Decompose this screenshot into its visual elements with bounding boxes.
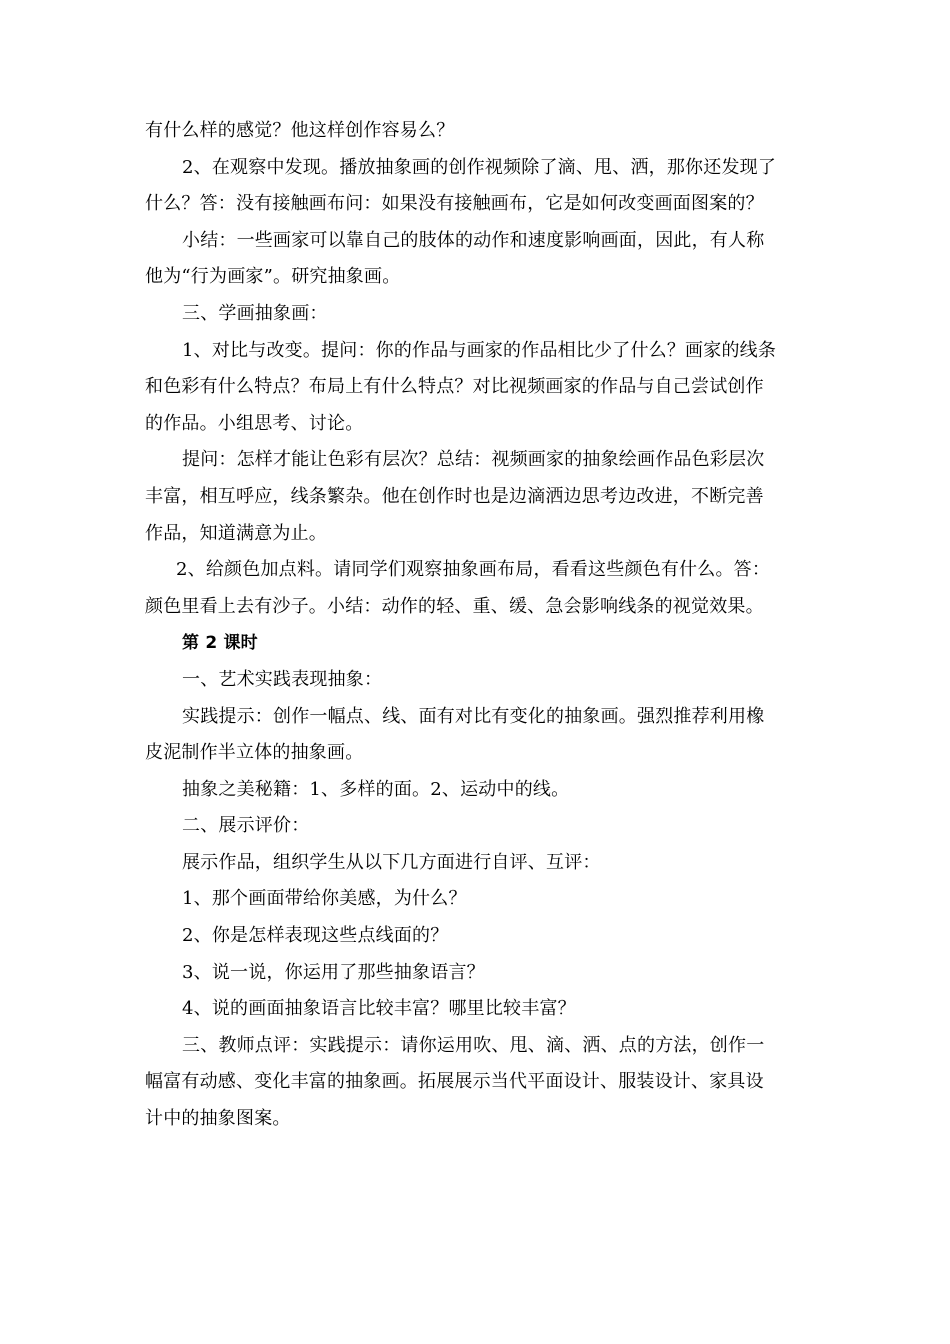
text-line: 1、对比与改变。提问：你的作品与画家的作品相比少了什么？画家的线条 — [182, 339, 777, 361]
list-item: 1、那个画面带给你美感，为什么？ — [182, 888, 467, 910]
text-line: 2、在观察中发现。播放抽象画的创作视频除了滴、甩、洒，那你还发现了 — [182, 156, 777, 178]
text-line: 2、给颜色加点料。请同学们观察抽象画布局，看看这些颜色有什么。答： — [176, 559, 771, 581]
document-body — [145, 113, 805, 1138]
section-heading: 一、艺术实践表现抽象： — [182, 668, 383, 690]
text-line: 他为“行为画家”。研究抽象画。 — [145, 266, 401, 288]
text-line: 丰富，相互呼应，线条繁杂。他在创作时也是边滴洒边思考边改进，不断完善 — [145, 485, 764, 507]
list-item: 4、说的画面抽象语言比较丰富？哪里比较丰富？ — [182, 998, 576, 1020]
text-line: 小结：一些画家可以靠自己的肢体的动作和速度影响画面，因此，有人称 — [182, 229, 765, 251]
text-line: 的作品。小组思考、讨论。 — [145, 412, 364, 434]
list-item: 2、你是怎样表现这些点线面的？ — [182, 925, 449, 947]
text-line: 实践提示：创作一幅点、线、面有对比有变化的抽象画。强烈推荐利用橡 — [182, 705, 765, 727]
text-line: 提问：怎样才能让色彩有层次？总结：视频画家的抽象绘画作品色彩层次 — [182, 449, 765, 471]
section-heading: 三、学画抽象画： — [182, 302, 328, 324]
text-line: 皮泥制作半立体的抽象画。 — [145, 742, 364, 764]
text-line: 作品，知道满意为止。 — [145, 522, 327, 544]
text-line: 抽象之美秘籍：1、多样的面。2、运动中的线。 — [182, 778, 570, 800]
text-line: 和色彩有什么特点？布局上有什么特点？对比视频画家的作品与自己尝试创作 — [145, 376, 764, 398]
lesson-heading: 第 2 课时 — [182, 633, 258, 654]
text-line: 有什么样的感觉？他这样创作容易么？ — [145, 120, 455, 141]
list-item: 3、说一说，你运用了那些抽象语言？ — [182, 961, 485, 983]
text-line: 什么？答：没有接触画布问：如果没有接触画布，它是如何改变画面图案的？ — [145, 193, 764, 215]
text-line: 三、教师点评：实践提示：请你运用吹、甩、滴、洒、点的方法，创作一 — [182, 1034, 765, 1056]
section-heading: 二、展示评价： — [182, 815, 310, 837]
text-line: 幅富有动感、变化丰富的抽象画。拓展展示当代平面设计、服装设计、家具设 — [145, 1071, 764, 1093]
text-line: 计中的抽象图案。 — [145, 1108, 291, 1130]
text-line: 展示作品，组织学生从以下几方面进行自评、互评： — [182, 851, 601, 873]
text-line: 颜色里看上去有沙子。小结：动作的轻、重、缓、急会影响线条的视觉效果。 — [145, 595, 764, 617]
